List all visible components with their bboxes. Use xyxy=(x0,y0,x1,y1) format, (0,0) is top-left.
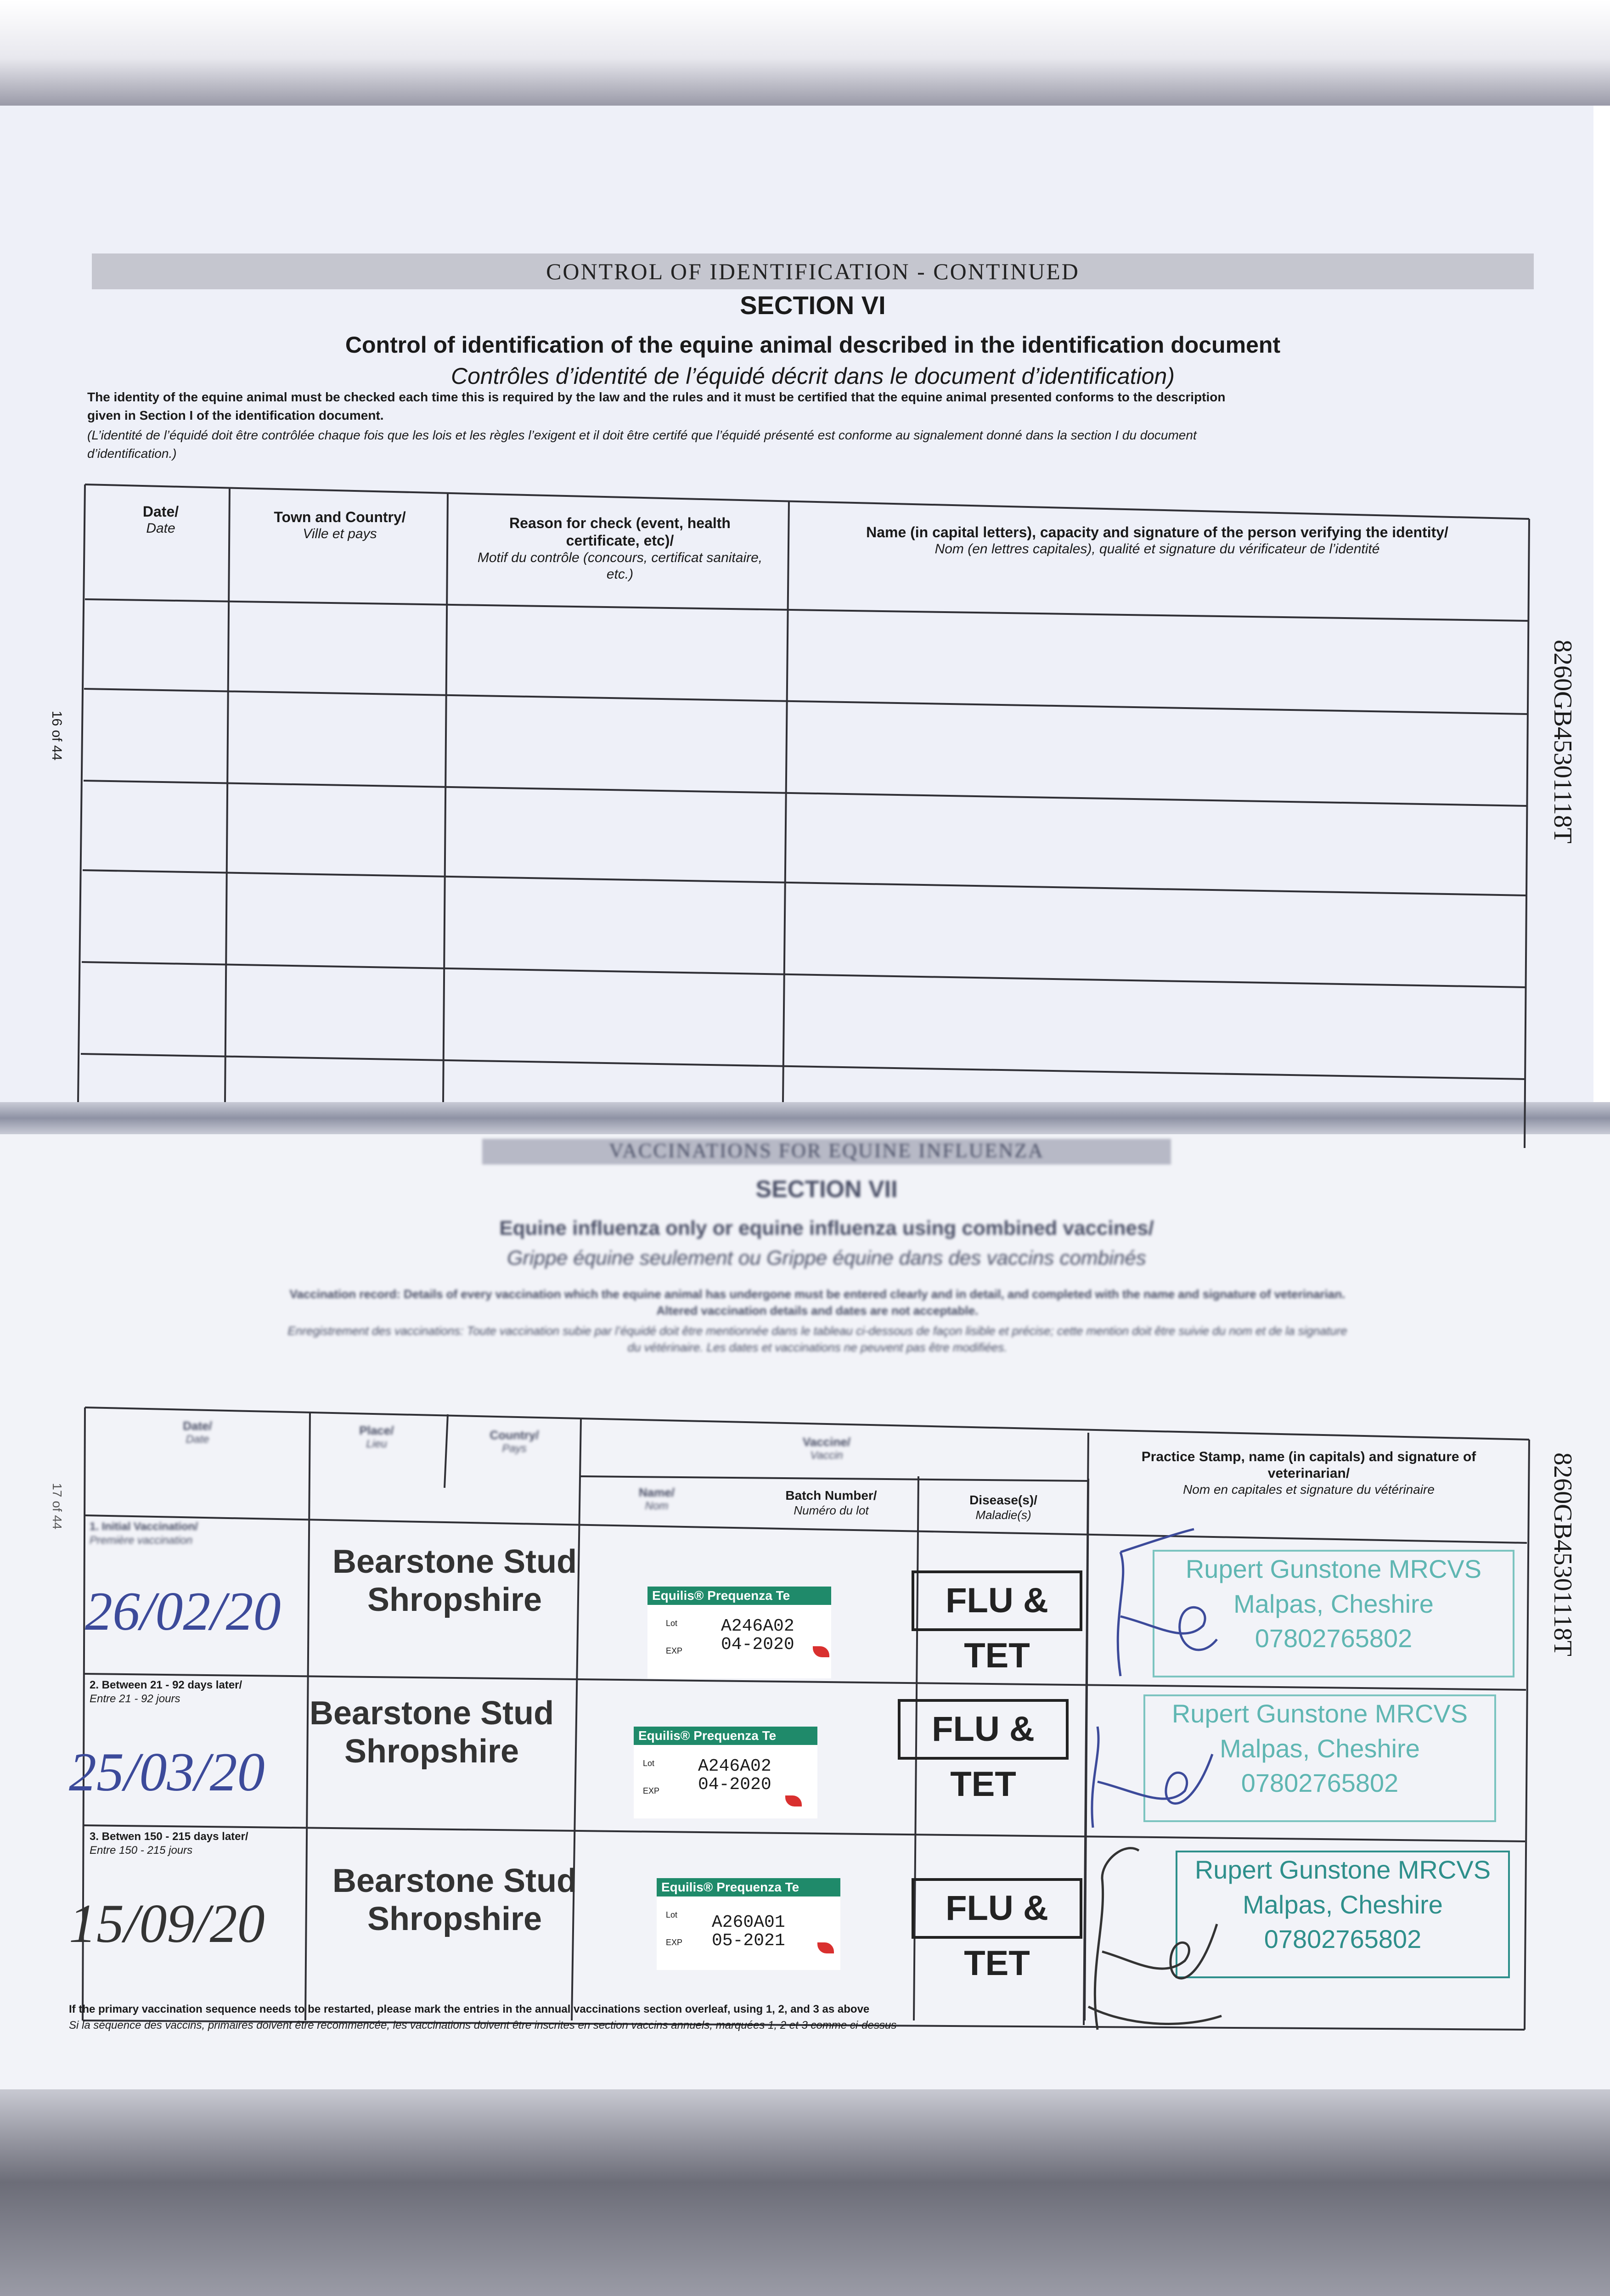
row-2-expiry: 04-2020 xyxy=(698,1775,771,1795)
vacc-col-name-en: Name/ xyxy=(638,1486,675,1499)
passport-number-top: 8260GB45301118T xyxy=(1548,640,1577,844)
row-1-place-line2: Shropshire xyxy=(367,1581,542,1618)
row-3-stamp-town: Malpas, Cheshire xyxy=(1243,1890,1443,1919)
vacc-row-1-step xyxy=(90,1520,305,1548)
row-3-label-mark xyxy=(817,1942,834,1953)
page-number-16: 16 of 44 xyxy=(49,710,64,761)
row-3-batch: A260A01 xyxy=(712,1913,785,1932)
row-2-label-name: Equilis® Prequenza Te xyxy=(634,1727,817,1745)
vacc-row-3-disease-stamp: FLU & TET xyxy=(912,1878,1082,1939)
section-vii-intro-line-1: Vaccination record: Details of every vaccination which the equine animal has undergone must be entered clearly and in detail, and completed with the name and signature of veterinarian. xyxy=(289,1287,1345,1301)
vacc-col-place-header xyxy=(331,1424,422,1451)
row-1-stamp-town: Malpas, Cheshire xyxy=(1233,1589,1434,1618)
row-1-step-fr: Première vaccination xyxy=(90,1534,193,1547)
row-2-stamp-name: Rupert Gunstone MRCVS xyxy=(1171,1699,1468,1728)
intro-line-4: d’identification.) xyxy=(87,446,177,461)
row-1-batch: A246A02 xyxy=(721,1616,794,1636)
row-2-step-en: 2. Between 21 - 92 days later/ xyxy=(90,1679,242,1691)
vacc-col-batch-fr: Numéro du lot xyxy=(794,1503,869,1517)
vacc-row-1-disease-stamp: FLU & TET xyxy=(912,1570,1082,1631)
row-2-batch: A246A02 xyxy=(698,1756,771,1776)
row-3-stamp-name: Rupert Gunstone MRCVS xyxy=(1194,1855,1491,1884)
vacc-col-practice-header xyxy=(1102,1449,1515,1497)
col-verifier-en: Name (in capital letters), capacity and signature of the person verifying the identity/ xyxy=(866,524,1448,540)
row-1-place-line1: Bearstone Stud xyxy=(332,1543,577,1580)
vacc-col-date-header xyxy=(152,1419,243,1446)
section-vii-heading-fr: Grippe équine seulement ou Grippe équine dans des vaccins combinés xyxy=(507,1247,1146,1269)
row-1-step-en: 1. Initial Vaccination/ xyxy=(90,1520,198,1533)
row-2-stamp-phone: 07802765802 xyxy=(1241,1768,1399,1798)
section-vii-heading-en: Equine influenza only or equine influenza using combined vaccines/ xyxy=(499,1217,1154,1239)
row-2-exp-label: EXP xyxy=(643,1786,660,1795)
vacc-row-2-date: 25/03/20 xyxy=(69,1741,265,1802)
vacc-col-practice-en: Practice Stamp, name (in capitals) and signature of veterinarian/ xyxy=(1141,1449,1476,1481)
vacc-col-batch-header xyxy=(753,1488,909,1518)
row-3-exp-label: EXP xyxy=(666,1938,683,1947)
vacc-row-2-vaccine-label xyxy=(634,1727,817,1818)
vacc-col-country-header xyxy=(464,1428,565,1456)
vacc-row-2-step xyxy=(90,1678,305,1706)
row-2-lot-label: Lot xyxy=(643,1759,655,1768)
vacc-col-place-en: Place/ xyxy=(359,1424,394,1437)
section-title: SECTION VI xyxy=(740,291,886,320)
vacc-row-1-date: 26/02/20 xyxy=(85,1581,281,1642)
row-1-label-mark xyxy=(813,1646,829,1657)
row-1-expiry: 04-2020 xyxy=(721,1635,794,1654)
vacc-col-country-en: Country/ xyxy=(490,1428,539,1442)
col-date-fr: Date xyxy=(146,521,175,536)
col-town-fr: Ville et pays xyxy=(303,526,377,542)
vacc-footnote-en: If the primary vaccination sequence needs to be restarted, please mark the entries in the annual vaccinations section overleaf, using 1, 2, and 3 as above xyxy=(69,2003,870,2015)
vacc-col-disease-en: Disease(s)/ xyxy=(969,1493,1037,1507)
section-vii-intro-line-3: Enregistrement des vaccinations: Toute vaccination subie par l’équidé doit être mentionnée dans le tableau ci-dessous de façon lisible et précise; cette mention doit être suivie du nom et de la signature xyxy=(287,1324,1347,1338)
col-date-en: Date/ xyxy=(142,503,179,520)
col-verifier-fr: Nom (en lettres capitales), qualité et signature du vérificateur de l’identité xyxy=(934,541,1380,557)
row-1-stamp-phone: 07802765802 xyxy=(1255,1624,1413,1653)
vacc-col-batch-en: Batch Number/ xyxy=(785,1488,877,1503)
row-3-place-line1: Bearstone Stud xyxy=(332,1863,577,1899)
vacc-row-3-step xyxy=(90,1830,305,1857)
intro-line-3: (L’identité de l’équidé doit être contrôlée chaque fois que les lois et les règles l’exigent et il doit être certifé que l’équidé présenté est conforme au signalement donné dans la section I du document xyxy=(87,428,1197,442)
vacc-footnote-fr: Si la séquence des vaccins, primaires doivent être recommencée, les vaccinations doivent être inscrites en section vaccins annuels, marquées 1, 2 et 3 comme ci-dessus xyxy=(69,2019,897,2032)
row-2-label-mark xyxy=(785,1795,802,1806)
row-3-step-fr: Entre 150 - 215 jours xyxy=(90,1844,193,1857)
vacc-col-vaccine-header xyxy=(735,1435,918,1463)
col-reason-fr: Motif du contrôle (concours, certificat sanitaire, etc.) xyxy=(477,550,763,582)
vacc-col-date-fr: Date xyxy=(186,1433,209,1446)
vacc-col-disease-fr: Maladie(s) xyxy=(975,1508,1031,1522)
row-2-place-line1: Bearstone Stud xyxy=(309,1695,554,1732)
row-1-label-name: Equilis® Prequenza Te xyxy=(647,1587,831,1605)
vacc-col-vaccine-fr: Vaccin xyxy=(810,1449,843,1462)
vacc-row-3-place xyxy=(317,1862,592,1938)
vacc-row-3-date: 15/09/20 xyxy=(69,1893,265,1954)
row-1-lot-label: Lot xyxy=(666,1619,678,1628)
section-vii-intro-line-2: Altered vaccination details and dates are not acceptable. xyxy=(656,1304,979,1317)
row-3-stamp-phone: 07802765802 xyxy=(1264,1925,1422,1954)
row-3-step-en: 3. Betwen 150 - 215 days later/ xyxy=(90,1830,248,1843)
vacc-row-2-place xyxy=(294,1694,569,1771)
vacc-col-disease-header xyxy=(928,1492,1079,1522)
page-number-17: 17 of 44 xyxy=(50,1483,64,1530)
row-2-step-fr: Entre 21 - 92 jours xyxy=(90,1693,180,1705)
vacc-col-country-fr: Pays xyxy=(502,1442,527,1455)
vacc-col-name-header xyxy=(597,1486,716,1513)
vacc-row-2-disease-stamp: FLU & TET xyxy=(898,1699,1069,1760)
vacc-row-1-place xyxy=(317,1543,592,1619)
section-heading-en: Control of identification of the equine animal described in the identification document xyxy=(345,332,1281,358)
vacc-row-2-signature xyxy=(1075,1699,1226,1837)
row-2-place-line2: Shropshire xyxy=(344,1733,519,1770)
passport-number-bottom: 8260GB45301118T xyxy=(1548,1452,1577,1656)
row-3-lot-label: Lot xyxy=(666,1910,678,1919)
section-vii-title: SECTION VII xyxy=(755,1176,898,1203)
col-reason-en: Reason for check (event, health certificate, etc)/ xyxy=(509,515,731,549)
vacc-col-vaccine-en: Vaccine/ xyxy=(802,1435,851,1449)
vacc-row-1-vaccine-label xyxy=(647,1587,831,1678)
row-1-stamp-name: Rupert Gunstone MRCVS xyxy=(1185,1554,1482,1583)
row-3-place-line2: Shropshire xyxy=(367,1900,542,1937)
intro-line-1: The identity of the equine animal must be checked each time this is required by the law and the rules and it must be certified that the equine animal presented conforms to the description xyxy=(87,390,1226,404)
col-town-en: Town and Country/ xyxy=(274,509,406,525)
intro-line-2: given in Section I of the identification document. xyxy=(87,408,384,422)
row-3-label-name: Equilis® Prequenza Te xyxy=(657,1878,840,1896)
section-vii-intro-line-4: du vétérinaire. Les dates et vaccinations ne peuvent pas être modifiées. xyxy=(627,1340,1008,1354)
vacc-col-date-en: Date/ xyxy=(183,1419,212,1433)
row-3-expiry: 05-2021 xyxy=(712,1931,785,1951)
vacc-row-1-signature xyxy=(1093,1525,1231,1690)
row-2-stamp-town: Malpas, Cheshire xyxy=(1220,1733,1420,1763)
vacc-col-name-fr: Nom xyxy=(645,1500,669,1513)
vacc-col-place-fr: Lieu xyxy=(366,1438,387,1451)
row-1-exp-label: EXP xyxy=(666,1646,683,1655)
section-banner-text: CONTROL OF IDENTIFICATION - CONTINUED xyxy=(546,259,1080,284)
section-vii-banner-text: VACCINATIONS FOR EQUINE INFLUENZA xyxy=(609,1139,1044,1162)
vacc-col-practice-fr: Nom en capitales et signature du vétérinaire xyxy=(1183,1482,1435,1497)
vacc-row-3-vaccine-label xyxy=(657,1878,840,1970)
section-heading-fr: Contrôles d’identité de l’équidé décrit dans le document d’identification) xyxy=(451,363,1175,389)
